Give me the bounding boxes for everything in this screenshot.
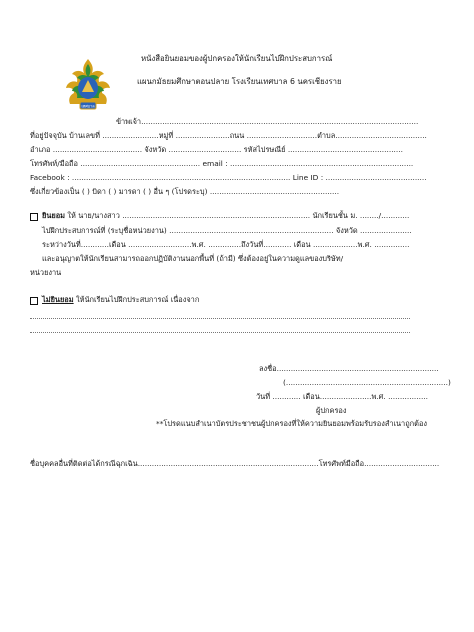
district-line: อำเภอ ...................................... จังหวัด ............................... รหัสไปรษณีย์ ................................................. bbox=[30, 145, 403, 154]
consent-line-1 bbox=[42, 211, 409, 221]
consent-label: ยินยอม bbox=[42, 211, 66, 220]
guardian-name-line: ข้าพเจ้า...................................................................................................................... bbox=[116, 117, 419, 126]
consent-line-4: และอนุญาตให้นักเรียนสามารถออกปฏิบัติงานนอกพื้นที่ (ถ้ามี) ซึ่งต้องอยู่ในความดูแลของบริษัท/ bbox=[42, 254, 344, 263]
phone-email-line: โทรศัพท์/มือถือ ................................................... email : .............................................................................. bbox=[30, 159, 414, 168]
reason-line-1[interactable] bbox=[30, 318, 410, 319]
refuse-line bbox=[42, 295, 199, 305]
refuse-label: ไม่ยินยอม bbox=[42, 295, 74, 304]
consent-student-field: ให้ นาย/นางสาว ................................................................................ นักเรียนชั้น ม. ......../............ bbox=[65, 211, 410, 220]
school-logo bbox=[62, 58, 114, 116]
refuse-reason-label: ให้นักเรียนไปฝึกประสบการณ์ เนื่องจาก bbox=[73, 295, 200, 304]
signature-line: ลงชื่อ..................................................................... bbox=[259, 364, 439, 373]
id-copy-note: **โปรดแนบสำเนาบัตรประชาชนผู้ปกครองที่ให้ความยินยอมพร้อมรับรองสำเนาถูกต้อง bbox=[156, 419, 428, 428]
emergency-contact-line: ชื่อบุคคลอื่นที่ติดต่อได้กรณีฉุกเฉิน.............................................................................โทรศัพท์มือถือ................................ bbox=[30, 459, 440, 468]
consent-line-2: ไปฝึกประสบการณ์ที่ (ระบุชื่อหน่วยงาน) ...................................................................... จังหวัด ...................... bbox=[42, 226, 412, 235]
reason-line-2[interactable] bbox=[30, 332, 410, 333]
logo-text: เทศบาล bbox=[81, 103, 95, 109]
signature-name-line: (.....................................................................) bbox=[283, 378, 451, 387]
relationship-line: ซึ่งเกี่ยวข้องเป็น ( ) บิดา ( ) มารดา ( ) อื่น ๆ (โปรดระบุ) ....................................................... bbox=[30, 187, 340, 196]
signature-role: ผู้ปกครอง bbox=[316, 406, 347, 415]
consent-line-3: ระหว่างวันที่............เดือน ...........................พ.ศ. ..............ถึงวันที่............ เดือน ...................พ.ศ. ............... bbox=[42, 240, 410, 249]
consent-line-5: หน่วยงาน bbox=[30, 268, 62, 277]
flame-crown-icon bbox=[66, 59, 110, 109]
facebook-line-line: Facebook : ............................................................................................. Line ID : ........................................... bbox=[30, 173, 427, 182]
document-subtitle: แผนกมัธยมศึกษาตอนปลาย โรงเรียนเทศบาล 6 นครเชียงราย bbox=[137, 77, 342, 86]
consent-checkbox[interactable] bbox=[30, 213, 38, 221]
document-title: หนังสือยินยอมของผู้ปกครองให้นักเรียนไปฝึกประสบการณ์ bbox=[141, 54, 333, 63]
address-line: ที่อยู่ปัจจุบัน บ้านเลขที่ ........................หมู่ที่ .......................ถนน ..............................ตำบล....................................... bbox=[30, 131, 427, 140]
signature-date-line: วันที่ ............ เดือน......................พ.ศ. ................. bbox=[256, 392, 429, 401]
refuse-checkbox[interactable] bbox=[30, 297, 38, 305]
